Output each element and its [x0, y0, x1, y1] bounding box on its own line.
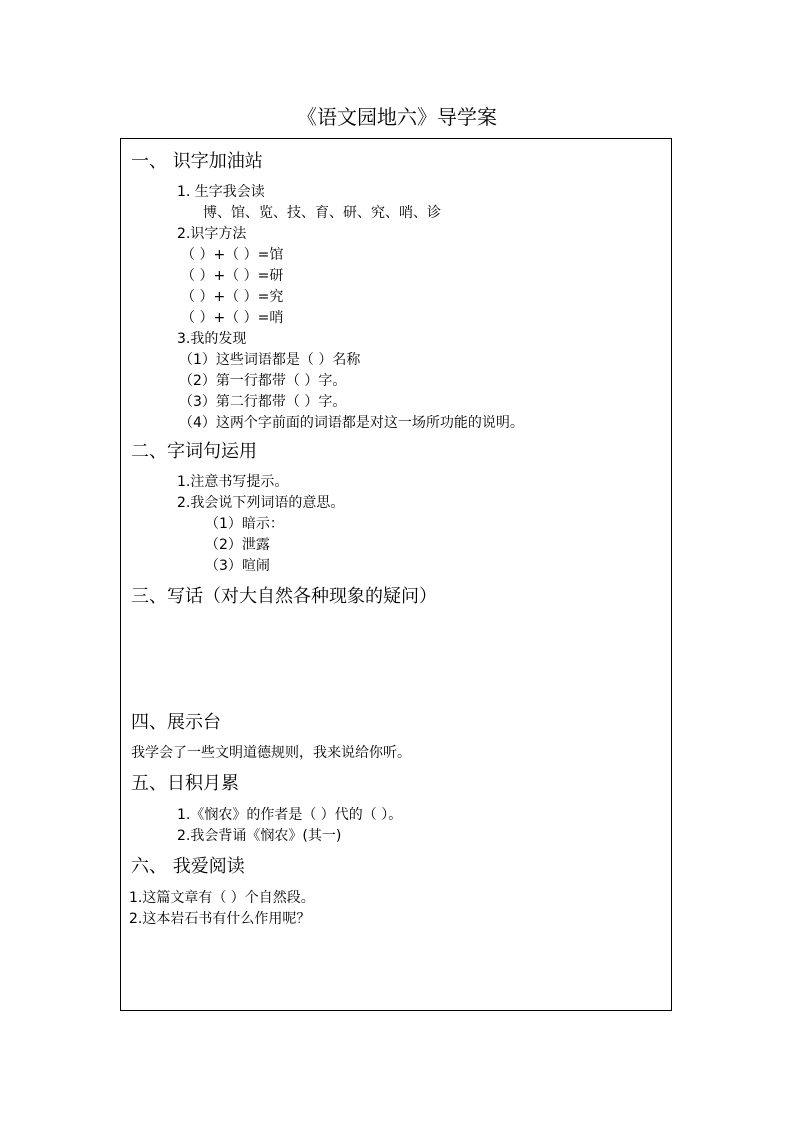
finding-line: （4）这两个字前面的词语都是对这一场所功能的说明。 [179, 415, 524, 431]
accumulation-item: 1.《悯农》的作者是（ ）代的（ ）。 [177, 807, 403, 823]
worksheet-table [120, 138, 672, 1011]
section-heading-accumulation: 五、日积月累 [131, 773, 239, 794]
section-heading-reading: 六、 我爱阅读 [131, 856, 245, 877]
section-heading-writing: 三、写话（对大自然各种现象的疑问） [131, 586, 437, 607]
section-heading-showcase: 四、展示台 [131, 712, 221, 733]
item-literacy-methods: 2.识字方法 [177, 226, 247, 242]
reading-question: 1.这篇文章有（ ）个自然段。 [129, 890, 315, 906]
finding-line: （1）这些词语都是（ ）名称 [179, 352, 361, 368]
item-my-findings: 3.我的发现 [177, 331, 247, 347]
word-meaning-line: （1）暗示： [205, 516, 284, 532]
section-heading-word-usage: 二、字词句运用 [131, 441, 257, 462]
finding-line: （2）第一行都带（ ）字。 [179, 373, 347, 389]
item-read-new-chars: 1. 生字我会读 [177, 184, 265, 200]
method-row: （ ）+（ ）=哨 [181, 310, 284, 326]
method-row: （ ）+（ ）=馆 [181, 247, 284, 263]
showcase-text: 我学会了一些文明道德规则，我来说给你听。 [131, 745, 411, 761]
page-title: 《语文园地六》导学案 [297, 105, 497, 129]
finding-line: （3）第二行都带（ ）字。 [179, 394, 347, 410]
section-heading-literacy: 一、 识字加油站 [131, 151, 263, 172]
word-meaning-line: （3）喧闹 [205, 558, 270, 574]
method-row: （ ）+（ ）=研 [181, 268, 284, 284]
word-meaning-line: （2）泄露 [205, 537, 270, 553]
word-usage-item: 2.我会说下列词语的意思。 [177, 495, 345, 511]
accumulation-item: 2.我会背诵《悯农》(其一) [177, 828, 342, 844]
new-characters-list: 博、馆、览、技、育、研、究、哨、诊 [203, 205, 441, 221]
method-row: （ ）+（ ）=究 [181, 289, 284, 305]
reading-question: 2.这本岩石书有什么作用呢？ [129, 911, 311, 927]
word-usage-item: 1.注意书写提示。 [177, 474, 289, 490]
